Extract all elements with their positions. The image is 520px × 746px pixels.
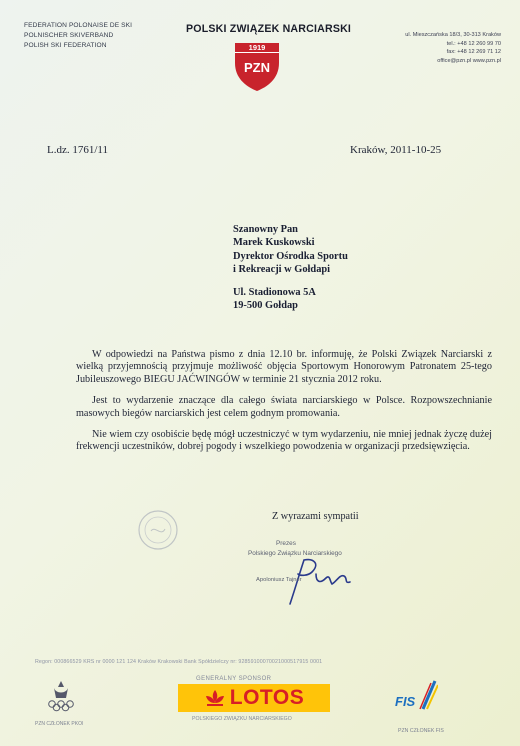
recipient-block (233, 223, 348, 277)
letter-date: Kraków, 2011-10-25 (350, 144, 442, 156)
fis-text: FIS (395, 694, 416, 709)
signer-organization: Polskiego Związku Narciarskiego (248, 550, 342, 557)
org-name-de: POLNISCHER SKIVERBAND (24, 32, 114, 39)
org-name-fr: FEDERATION POLONAISE DE SKI (24, 22, 133, 29)
olympic-emblem-icon (44, 678, 78, 712)
body-paragraph-3: Nie wiem czy osobiście będę mógł uczestniczyć w tym wydarzeniu, nie mniej jednak życzę dużej frekwencji uczestników, dobrej pogody i wszelkiego powodzenia w organizacji przedsięwzięcia. (76, 429, 492, 453)
contact-fax: fax: +48 12 269 71 12 (446, 49, 501, 56)
address-city: 19-500 Gołdap (233, 300, 298, 312)
sponsor-brand: LOTOS (229, 686, 305, 709)
body-paragraph-2: Jest to wydarzenie znaczące dla całego świata narciarskiego w Polsce. Rozpowszechnianie masowych biegów narciarskich jest celem godnym promowania. (76, 395, 492, 419)
signer-title: Prezes (276, 540, 296, 547)
contact-address: ul. Mieszczańska 18/3, 30-313 Kraków (405, 32, 501, 38)
contact-block (366, 31, 501, 65)
signer-name: Apoloniusz Tajner (256, 577, 302, 583)
recipient-name: Marek Kuskowski (233, 237, 315, 249)
address-street: Ul. Stadionowa 5A (233, 287, 316, 298)
bank-registry-line: Regon: 000866529 KRS nr 0000 121 124 Kraków Krakowski Bank Spółdzielczy nr: 92859100070021000517915 0001 (35, 659, 323, 665)
org-name-en: POLISH SKI FEDERATION (24, 42, 107, 49)
pkol-caption: PZN CZŁONEK PKOl (35, 721, 84, 727)
round-stamp-icon (137, 509, 179, 551)
contact-phone: tel.: +48 12 260 99 70 (446, 40, 501, 47)
letter-body (76, 349, 492, 463)
pzn-logo-icon (227, 41, 287, 93)
signature-block (240, 540, 400, 620)
org-names-multilingual (24, 21, 132, 51)
contact-email-web: office@pzn.pl www.pzn.pl (437, 57, 501, 64)
recipient-title-cont: i Rekreacji w Gołdapi (233, 264, 331, 276)
sponsor-heading: GENERALNY SPONSOR (196, 676, 272, 682)
fis-logo-icon (393, 679, 438, 713)
closing-phrase: Z wyrazami sympatii (272, 511, 359, 522)
reference-number: L.dz. 1761/11 (47, 144, 108, 156)
sponsor-subheading: POLSKIEGO ZWIĄZKU NARCIARSKIEGO (192, 716, 292, 722)
logo-letters: PZN (244, 60, 270, 75)
lotos-logo (178, 684, 330, 712)
logo-year: 1919 (248, 43, 266, 53)
recipient-address (233, 286, 316, 313)
lotos-flower-icon (204, 688, 226, 708)
body-paragraph-1: W odpowiedzi na Państwa pismo z dnia 12.10 br. informuję, że Polski Związek Narciarski z wielką przyjemnością przyjmuje możliwość objęcia Sportowym Honorowym Patronatem 25-tego Jubileuszowego BIEGU JAĆWINGÓW w terminie 21 stycznia 2012 roku. (76, 349, 492, 385)
fis-caption: PZN CZŁONEK FIS (398, 728, 444, 734)
recipient-title: Dyrektor Ośrodka Sportu (233, 250, 348, 262)
org-name-pl: POLSKI ZWIĄZEK NARCIARSKI (186, 23, 352, 35)
recipient-salutation: Szanowny Pan (233, 224, 298, 235)
